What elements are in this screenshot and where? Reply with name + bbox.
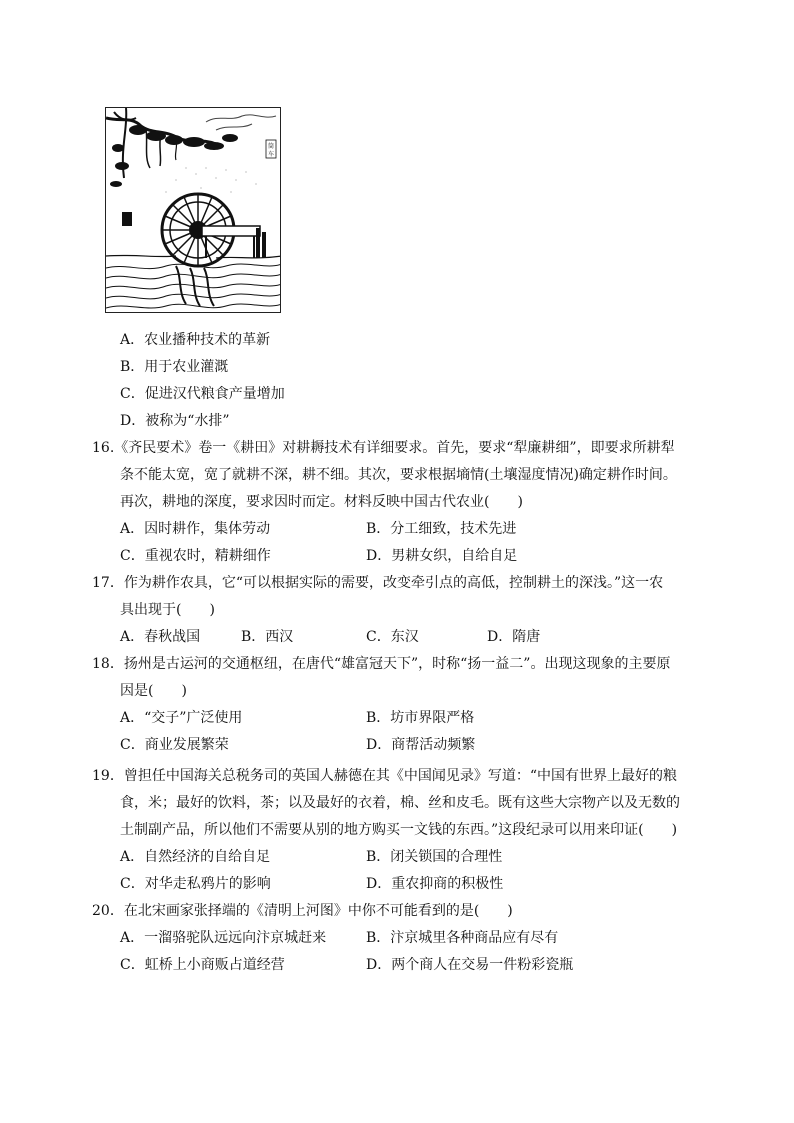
q17-stem-line-2: 具出现于( ): [120, 602, 215, 618]
q16-option-c: C．重视农时，精耕细作: [120, 548, 271, 564]
q19-stem-line-3: 土制副产品，所以他们不需要从别的地方购买一文钱的东西。”这段纪录可以用来印证( ): [120, 822, 678, 838]
q18-option-a: A．“交子”广泛使用: [120, 710, 243, 726]
q20-option-b: B．汴京城里各种商品应有尽有: [366, 930, 559, 946]
q18-stem-line-2: 因是( ): [120, 683, 187, 699]
waterwheel-illustration: [105, 107, 281, 313]
q15-option-c: C．促进汉代粮食产量增加: [120, 386, 285, 402]
q16-stem-line-3: 再次，耕地的深度，要求因时而定。材料反映中国古代农业( ): [120, 494, 523, 510]
q15-option-b: B．用于农业灌溉: [120, 359, 229, 375]
q19-option-a: A．自然经济的自给自足: [120, 849, 271, 865]
q17-option-d: D．隋唐: [487, 629, 541, 645]
q19-option-c: C．对华走私鸦片的影响: [120, 876, 271, 892]
q20-option-a: A．一溜骆驼队远远向汴京城赶来: [120, 930, 327, 946]
q16-option-d: D．男耕女织，自给自足: [366, 548, 518, 564]
q15-option-a: A．农业播种技术的革新: [120, 332, 271, 348]
q17-option-c: C．东汉: [366, 629, 419, 645]
q19-option-b: B．闭关锁国的合理性: [366, 849, 503, 865]
q19-option-d: D．重农抑商的积极性: [366, 876, 504, 892]
q16-stem-line-1: 16.《齐民要术》卷一《耕田》对耕耨技术有详细要求。首先，要求“犁廉耕细”，即要求所耕犁: [92, 440, 675, 456]
q18-stem-line-1: 18．扬州是古运河的交通枢纽，在唐代“雄富冠天下”，时称“扬一益二”。出现这现象的主要原: [92, 656, 671, 672]
svg-text:车: 车: [267, 151, 275, 158]
q20-option-d: D．两个商人在交易一件粉彩瓷瓶: [366, 957, 574, 973]
q17-option-b: B．西汉: [241, 629, 294, 645]
q16-option-b: B．分工细致，技术先进: [366, 521, 517, 537]
q16-stem-line-2: 条不能太宽，宽了就耕不深，耕不细。其次，要求根据墒情(土壤湿度情况)确定耕作时间。: [120, 467, 677, 483]
q17-stem-line-1: 17．作为耕作农具，它“可以根据实际的需要，改变牵引点的高低，控制耕土的深浅。”这一农: [92, 575, 664, 591]
q18-option-d: D．商帮活动频繁: [366, 737, 476, 753]
q18-option-c: C．商业发展繁荣: [120, 737, 229, 753]
q20-stem-line-1: 20．在北宋画家张择端的《清明上河图》中你不可能看到的是( ): [92, 903, 513, 919]
q15-option-d: D．被称为“水排”: [120, 413, 230, 429]
q19-stem-line-1: 19．曾担任中国海关总税务司的英国人赫德在其《中国闻见录》写道：“中国有世界上最好的粮: [92, 768, 677, 784]
waterwheel-illustration-icon: [106, 108, 281, 313]
q17-option-a: A．春秋战国: [120, 629, 201, 645]
q19-stem-line-2: 食，米；最好的饮料，茶；以及最好的衣着，棉、丝和皮毛。既有这些大宗物产以及无数的: [120, 795, 680, 811]
svg-text:筒: 筒: [267, 143, 275, 150]
q20-option-c: C．虹桥上小商贩占道经营: [120, 957, 285, 973]
q16-option-a: A．因时耕作，集体劳动: [120, 521, 271, 537]
q18-option-b: B．坊市界限严格: [366, 710, 475, 726]
